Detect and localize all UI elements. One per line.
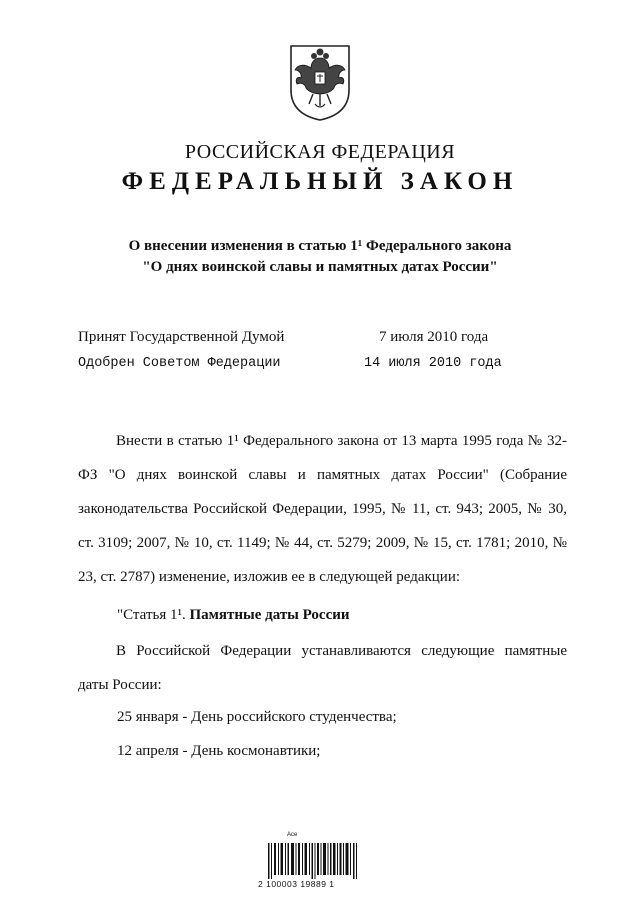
barcode-icon (268, 843, 358, 879)
article-heading (117, 607, 350, 624)
adopted-label: Принят Государственной Думой (78, 329, 285, 345)
law-subtitle (0, 236, 640, 278)
subtitle-line-1: О внесении изменения в статью 1¹ Федерального закона (128, 238, 512, 254)
approved-label: Одобрен Советом Федерации (78, 356, 281, 371)
country-name: РОССИЙСКАЯ ФЕДЕРАЦИЯ (184, 141, 456, 163)
article-prefix: "Статья 1¹. (117, 607, 186, 623)
amendment-paragraph: Внести в статью 1¹ Федерального закона от 13 марта 1995 года № 32-ФЗ "О днях воинской славы и памятных датах России" (Собрание законодательства Российской Федерации, 1995, № 11, ст. 943; 2005, № 30, ст. 3109; 2007, № 10, ст. 1149; № 44, ст. 5279; 2009, № 15, ст. 1781; 2010, № 23, ст. 2787) изменение, изложив ее в следующей редакции: (78, 433, 567, 585)
subtitle-line-2: "О днях воинской славы и памятных датах России" (142, 259, 498, 275)
memorial-date-item: 12 апреля - День космонавтики; (117, 743, 321, 759)
coat-of-arms-icon (289, 44, 351, 122)
memorial-dates-intro: В Российской Федерации устанавливаются следующие памятные даты России: (78, 643, 567, 693)
barcode-mark: Ace (287, 832, 298, 838)
article-title: Памятные даты России (189, 607, 350, 623)
approved-date: 14 июля 2010 года (364, 356, 502, 371)
document-type-title: ФЕДЕРАЛЬНЫЙ ЗАКОН (121, 168, 519, 195)
memorial-date-item: 25 января - День российского студенчества; (117, 709, 397, 725)
adopted-date: 7 июля 2010 года (379, 329, 489, 345)
barcode-number: 2 100003 19889 1 (258, 879, 335, 889)
